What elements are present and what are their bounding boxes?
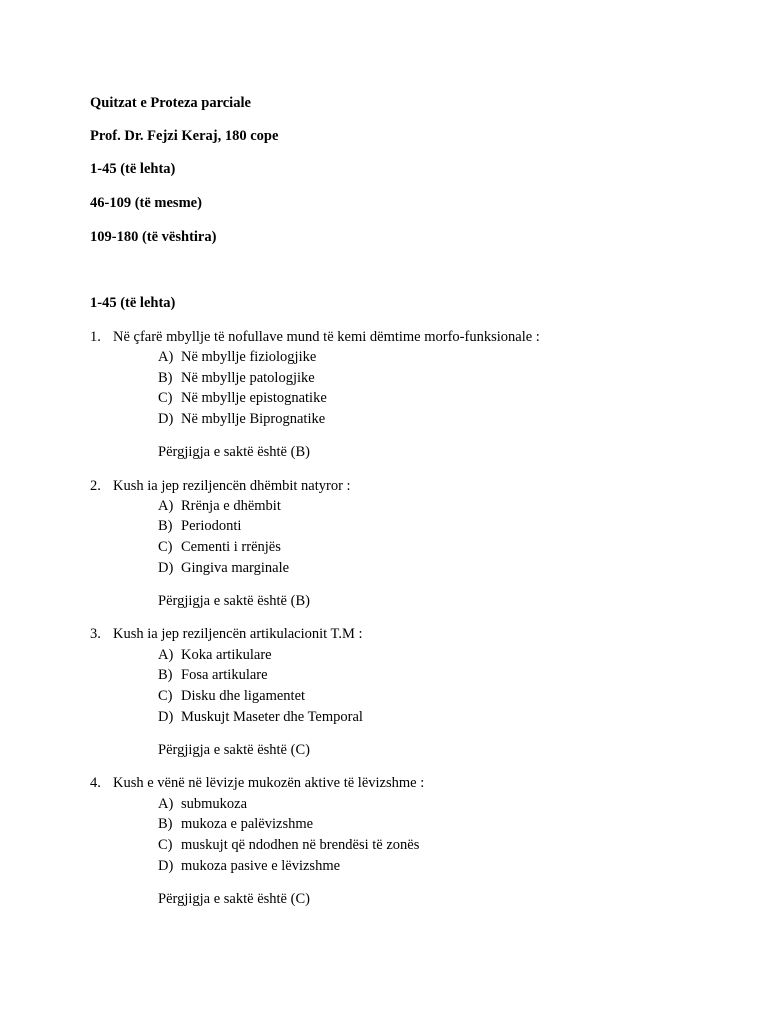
option-letter: C) bbox=[158, 837, 173, 853]
option-letter: C) bbox=[158, 390, 173, 406]
answer-text: Përgjigja e saktë është (B) bbox=[158, 593, 310, 609]
option-text: mukoza pasive e lëvizshme bbox=[181, 858, 341, 874]
option-letter: D) bbox=[158, 709, 174, 725]
option-text: Koka artikulare bbox=[181, 647, 272, 663]
option-letter: B) bbox=[158, 816, 173, 832]
answer-text: Përgjigja e saktë është (C) bbox=[158, 742, 310, 758]
question-text: Kush ia jep reziljencën dhëmbit natyror : bbox=[113, 478, 351, 494]
option-letter: A) bbox=[158, 647, 174, 663]
question-text: Kush e vënë në lëvizje mukozën aktive të lëvizshme : bbox=[113, 775, 425, 791]
range-medium: 46-109 (të mesme) bbox=[90, 195, 202, 211]
question-text: Kush ia jep reziljencën artikulacionit T.M : bbox=[113, 626, 363, 642]
option-text: Cementi i rrënjës bbox=[181, 539, 281, 555]
section-title: 1-45 (të lehta) bbox=[90, 295, 176, 311]
question-number: 2. bbox=[90, 478, 101, 494]
document-title: Quitzat e Proteza parciale bbox=[90, 95, 251, 111]
range-easy: 1-45 (të lehta) bbox=[90, 161, 176, 177]
answer-text: Përgjigja e saktë është (C) bbox=[158, 891, 310, 907]
option-letter: D) bbox=[158, 560, 174, 576]
question-number: 1. bbox=[90, 329, 101, 345]
option-letter: D) bbox=[158, 858, 174, 874]
option-text: Disku dhe ligamentet bbox=[181, 688, 306, 704]
option-letter: D) bbox=[158, 411, 174, 427]
option-letter: B) bbox=[158, 518, 173, 534]
option-letter: A) bbox=[158, 796, 174, 812]
option-text: Periodonti bbox=[181, 518, 242, 534]
question-text: Në çfarë mbyllje të nofullave mund të kemi dëmtime morfo-funksionale : bbox=[113, 329, 540, 345]
option-text: muskujt që ndodhen në brendësi të zonës bbox=[181, 837, 420, 853]
question-number: 4. bbox=[90, 775, 101, 791]
option-letter: A) bbox=[158, 349, 174, 365]
option-text: Në mbyllje Biprognatike bbox=[181, 411, 326, 427]
option-text: submukoza bbox=[181, 796, 248, 812]
option-letter: C) bbox=[158, 539, 173, 555]
question-number: 3. bbox=[90, 626, 101, 642]
option-text: Fosa artikulare bbox=[181, 667, 268, 683]
range-hard: 109-180 (të vështira) bbox=[90, 229, 217, 245]
option-text: Në mbyllje fiziologjike bbox=[181, 349, 317, 365]
option-letter: C) bbox=[158, 688, 173, 704]
option-text: mukoza e palëvizshme bbox=[181, 816, 314, 832]
option-letter: A) bbox=[158, 498, 174, 514]
option-letter: B) bbox=[158, 667, 173, 683]
option-letter: B) bbox=[158, 370, 173, 386]
option-text: Në mbyllje epistognatike bbox=[181, 390, 327, 406]
option-text: Muskujt Maseter dhe Temporal bbox=[181, 709, 363, 725]
document-author: Prof. Dr. Fejzi Keraj, 180 cope bbox=[90, 128, 279, 144]
option-text: Gingiva marginale bbox=[181, 560, 290, 576]
option-text: Në mbyllje patologjike bbox=[181, 370, 315, 386]
option-text: Rrënja e dhëmbit bbox=[181, 498, 281, 514]
answer-text: Përgjigja e saktë është (B) bbox=[158, 444, 310, 460]
